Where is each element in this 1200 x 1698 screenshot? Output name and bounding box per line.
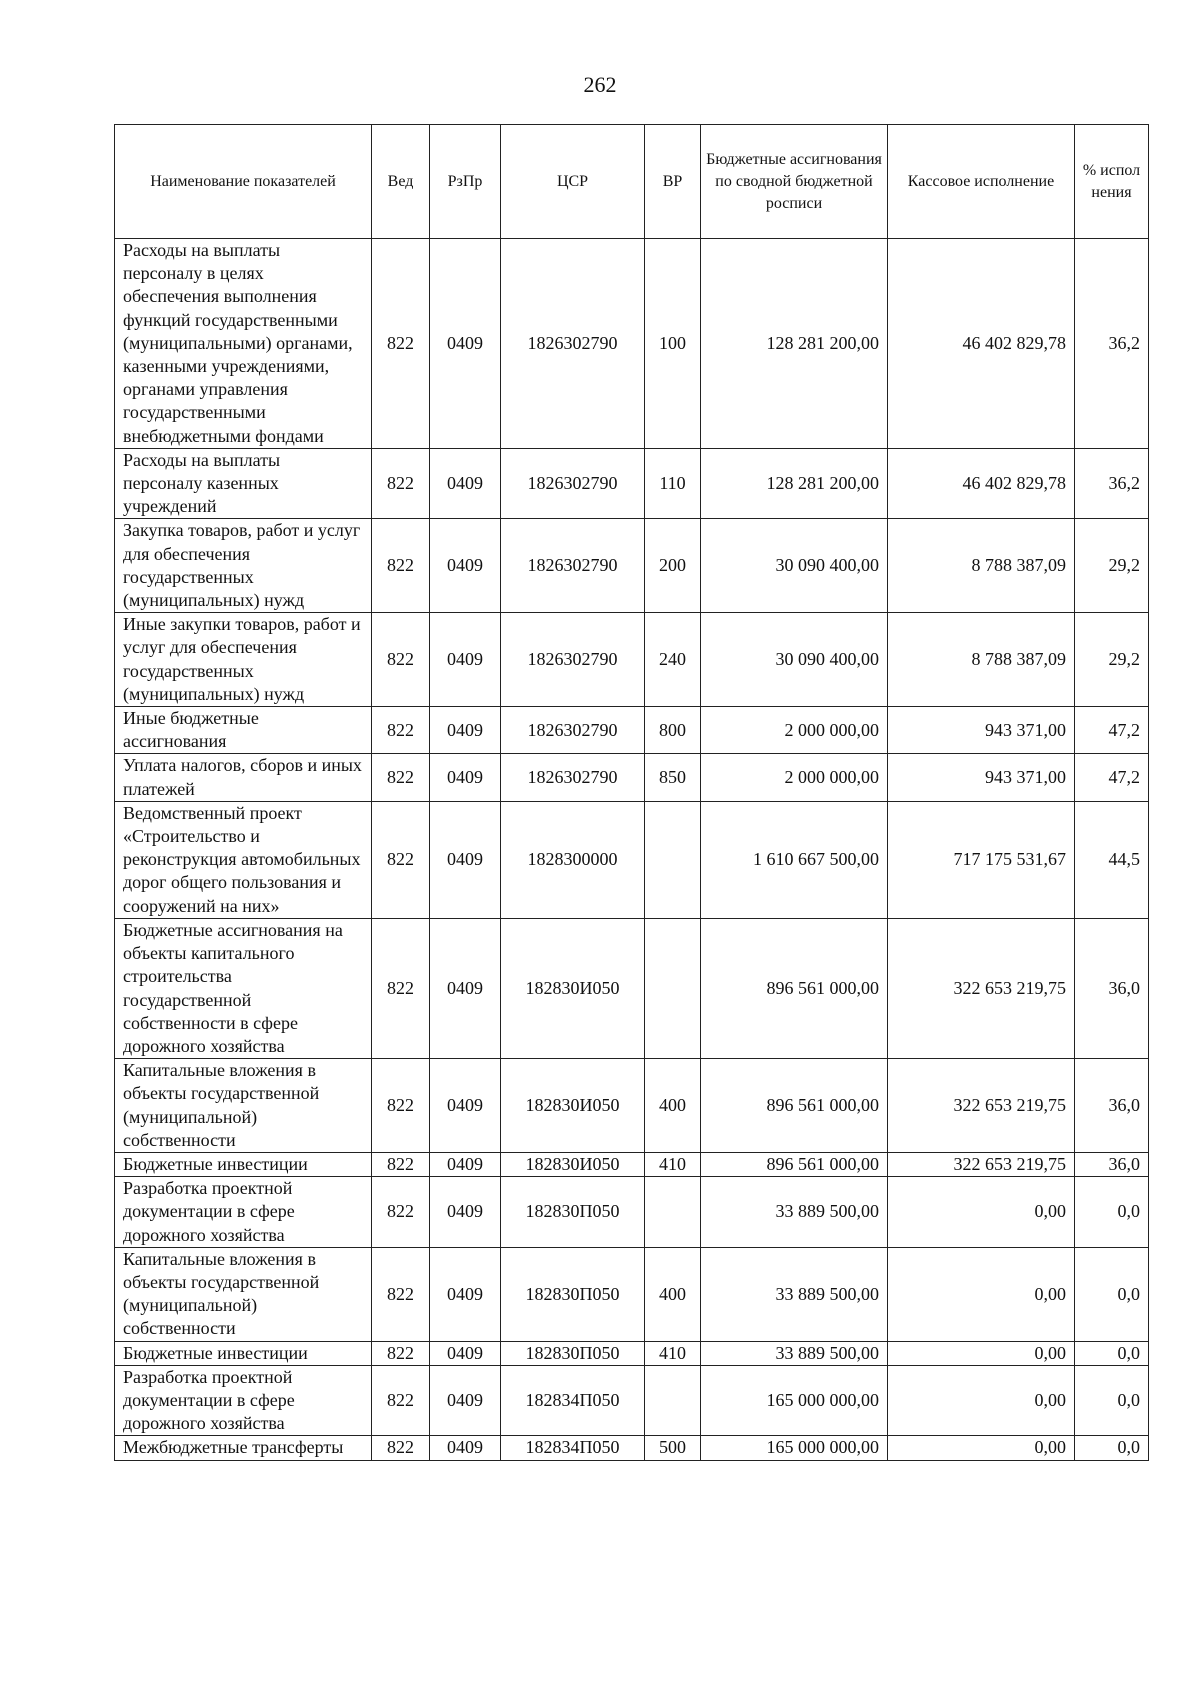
cell-name: Разработка проектной документации в сфере дорожного хозяйства	[115, 1365, 372, 1436]
header-csr: ЦСР	[501, 125, 645, 239]
cell-execution: 0,00	[888, 1436, 1075, 1460]
cell-assignments: 33 889 500,00	[701, 1247, 888, 1341]
cell-execution: 322 653 219,75	[888, 1059, 1075, 1153]
cell-percent: 0,0	[1075, 1365, 1149, 1436]
cell-rzpr: 0409	[430, 448, 501, 519]
table-row	[115, 1341, 1149, 1365]
cell-percent: 47,2	[1075, 707, 1149, 754]
header-row	[115, 125, 1149, 239]
cell-vr	[645, 801, 701, 918]
cell-execution: 46 402 829,78	[888, 448, 1075, 519]
cell-assignments: 896 561 000,00	[701, 918, 888, 1058]
table-row	[115, 448, 1149, 519]
budget-table	[114, 124, 1149, 1461]
cell-csr: 1826302790	[501, 448, 645, 519]
cell-csr: 1828300000	[501, 801, 645, 918]
cell-vr: 400	[645, 1247, 701, 1341]
cell-csr: 182834П050	[501, 1365, 645, 1436]
cell-ved: 822	[372, 1177, 430, 1248]
cell-vr: 110	[645, 448, 701, 519]
cell-ved: 822	[372, 1059, 430, 1153]
cell-ved: 822	[372, 613, 430, 707]
cell-vr: 200	[645, 519, 701, 613]
cell-csr: 182830И050	[501, 1152, 645, 1176]
table-row	[115, 519, 1149, 613]
cell-percent: 29,2	[1075, 613, 1149, 707]
cell-assignments: 30 090 400,00	[701, 613, 888, 707]
cell-assignments: 165 000 000,00	[701, 1365, 888, 1436]
cell-name: Ведомственный проект «Строительство и реконструкция автомобильных дорог общего пользования и сооружений на них»	[115, 801, 372, 918]
cell-execution: 0,00	[888, 1341, 1075, 1365]
cell-csr: 182830И050	[501, 1059, 645, 1153]
cell-name: Бюджетные инвестиции	[115, 1341, 372, 1365]
cell-percent: 36,2	[1075, 239, 1149, 449]
table-header	[115, 125, 1149, 239]
table-row	[115, 801, 1149, 918]
cell-ved: 822	[372, 1436, 430, 1460]
cell-percent: 0,0	[1075, 1436, 1149, 1460]
cell-assignments: 2 000 000,00	[701, 707, 888, 754]
cell-rzpr: 0409	[430, 918, 501, 1058]
cell-name: Бюджетные инвестиции	[115, 1152, 372, 1176]
cell-assignments: 33 889 500,00	[701, 1341, 888, 1365]
cell-name: Расходы на выплаты персоналу в целях обеспечения выполнения функций государственными (муниципальными) органами, казенными учреждениями, органами управления государственными внебюджетными фондами	[115, 239, 372, 449]
cell-csr: 182830П050	[501, 1341, 645, 1365]
table-row	[115, 707, 1149, 754]
cell-ved: 822	[372, 519, 430, 613]
cell-csr: 1826302790	[501, 754, 645, 801]
cell-rzpr: 0409	[430, 1436, 501, 1460]
cell-csr: 1826302790	[501, 239, 645, 449]
cell-percent: 36,0	[1075, 1152, 1149, 1176]
cell-execution: 717 175 531,67	[888, 801, 1075, 918]
cell-name: Капитальные вложения в объекты государственной (муниципальной) собственности	[115, 1247, 372, 1341]
table-row	[115, 613, 1149, 707]
cell-rzpr: 0409	[430, 707, 501, 754]
table-row	[115, 1177, 1149, 1248]
cell-name: Иные закупки товаров, работ и услуг для обеспечения государственных (муниципальных) нужд	[115, 613, 372, 707]
header-execution: Кассовое исполнение	[888, 125, 1075, 239]
cell-csr: 182830И050	[501, 918, 645, 1058]
cell-execution: 0,00	[888, 1365, 1075, 1436]
cell-assignments: 33 889 500,00	[701, 1177, 888, 1248]
cell-name: Расходы на выплаты персоналу казенных учреждений	[115, 448, 372, 519]
cell-vr: 240	[645, 613, 701, 707]
cell-vr: 410	[645, 1341, 701, 1365]
cell-execution: 8 788 387,09	[888, 613, 1075, 707]
cell-name: Уплата налогов, сборов и иных платежей	[115, 754, 372, 801]
header-rzpr: РзПр	[430, 125, 501, 239]
cell-ved: 822	[372, 1152, 430, 1176]
header-name: Наименование показателей	[115, 125, 372, 239]
table-row	[115, 918, 1149, 1058]
cell-percent: 29,2	[1075, 519, 1149, 613]
cell-execution: 943 371,00	[888, 707, 1075, 754]
cell-rzpr: 0409	[430, 1247, 501, 1341]
cell-rzpr: 0409	[430, 1365, 501, 1436]
cell-vr: 850	[645, 754, 701, 801]
cell-ved: 822	[372, 1341, 430, 1365]
cell-ved: 822	[372, 801, 430, 918]
cell-ved: 822	[372, 1247, 430, 1341]
cell-name: Капитальные вложения в объекты государственной (муниципальной) собственности	[115, 1059, 372, 1153]
cell-percent: 47,2	[1075, 754, 1149, 801]
cell-ved: 822	[372, 448, 430, 519]
cell-percent: 36,0	[1075, 918, 1149, 1058]
cell-rzpr: 0409	[430, 1177, 501, 1248]
cell-vr: 400	[645, 1059, 701, 1153]
cell-assignments: 896 561 000,00	[701, 1152, 888, 1176]
cell-execution: 0,00	[888, 1177, 1075, 1248]
cell-assignments: 1 610 667 500,00	[701, 801, 888, 918]
cell-execution: 46 402 829,78	[888, 239, 1075, 449]
cell-vr	[645, 1365, 701, 1436]
cell-vr	[645, 918, 701, 1058]
cell-assignments: 2 000 000,00	[701, 754, 888, 801]
cell-execution: 322 653 219,75	[888, 918, 1075, 1058]
header-assignments: Бюджетные ассигнования по сводной бюджетной росписи	[701, 125, 888, 239]
cell-name: Межбюджетные трансферты	[115, 1436, 372, 1460]
cell-csr: 182830П050	[501, 1247, 645, 1341]
header-vr: ВР	[645, 125, 701, 239]
cell-rzpr: 0409	[430, 1341, 501, 1365]
table-row	[115, 1436, 1149, 1460]
cell-rzpr: 0409	[430, 754, 501, 801]
cell-execution: 322 653 219,75	[888, 1152, 1075, 1176]
cell-rzpr: 0409	[430, 1152, 501, 1176]
cell-vr: 500	[645, 1436, 701, 1460]
cell-csr: 1826302790	[501, 707, 645, 754]
cell-percent: 0,0	[1075, 1177, 1149, 1248]
cell-rzpr: 0409	[430, 239, 501, 449]
cell-vr	[645, 1177, 701, 1248]
cell-csr: 1826302790	[501, 519, 645, 613]
cell-rzpr: 0409	[430, 613, 501, 707]
table-body	[115, 239, 1149, 1461]
cell-ved: 822	[372, 1365, 430, 1436]
cell-percent: 0,0	[1075, 1341, 1149, 1365]
cell-rzpr: 0409	[430, 801, 501, 918]
cell-assignments: 896 561 000,00	[701, 1059, 888, 1153]
cell-assignments: 30 090 400,00	[701, 519, 888, 613]
cell-percent: 44,5	[1075, 801, 1149, 918]
table-row	[115, 1365, 1149, 1436]
cell-rzpr: 0409	[430, 1059, 501, 1153]
cell-name: Закупка товаров, работ и услуг для обеспечения государственных (муниципальных) нужд	[115, 519, 372, 613]
cell-ved: 822	[372, 707, 430, 754]
cell-csr: 182834П050	[501, 1436, 645, 1460]
cell-execution: 0,00	[888, 1247, 1075, 1341]
cell-vr: 800	[645, 707, 701, 754]
cell-name: Иные бюджетные ассигнования	[115, 707, 372, 754]
header-percent: % испол нения	[1075, 125, 1149, 239]
table-row	[115, 1247, 1149, 1341]
cell-execution: 943 371,00	[888, 754, 1075, 801]
cell-percent: 0,0	[1075, 1247, 1149, 1341]
cell-ved: 822	[372, 239, 430, 449]
cell-ved: 822	[372, 754, 430, 801]
cell-vr: 410	[645, 1152, 701, 1176]
table-row	[115, 754, 1149, 801]
cell-percent: 36,0	[1075, 1059, 1149, 1153]
cell-vr: 100	[645, 239, 701, 449]
page-number: 262	[583, 72, 617, 97]
cell-assignments: 128 281 200,00	[701, 239, 888, 449]
table-row	[115, 239, 1149, 449]
cell-assignments: 165 000 000,00	[701, 1436, 888, 1460]
cell-percent: 36,2	[1075, 448, 1149, 519]
cell-csr: 182830П050	[501, 1177, 645, 1248]
cell-execution: 8 788 387,09	[888, 519, 1075, 613]
header-ved: Вед	[372, 125, 430, 239]
cell-name: Бюджетные ассигнования на объекты капитального строительства государственной собственности в сфере дорожного хозяйства	[115, 918, 372, 1058]
cell-ved: 822	[372, 918, 430, 1058]
table-row	[115, 1059, 1149, 1153]
table-row	[115, 1152, 1149, 1176]
cell-rzpr: 0409	[430, 519, 501, 613]
cell-csr: 1826302790	[501, 613, 645, 707]
cell-assignments: 128 281 200,00	[701, 448, 888, 519]
cell-name: Разработка проектной документации в сфере дорожного хозяйства	[115, 1177, 372, 1248]
